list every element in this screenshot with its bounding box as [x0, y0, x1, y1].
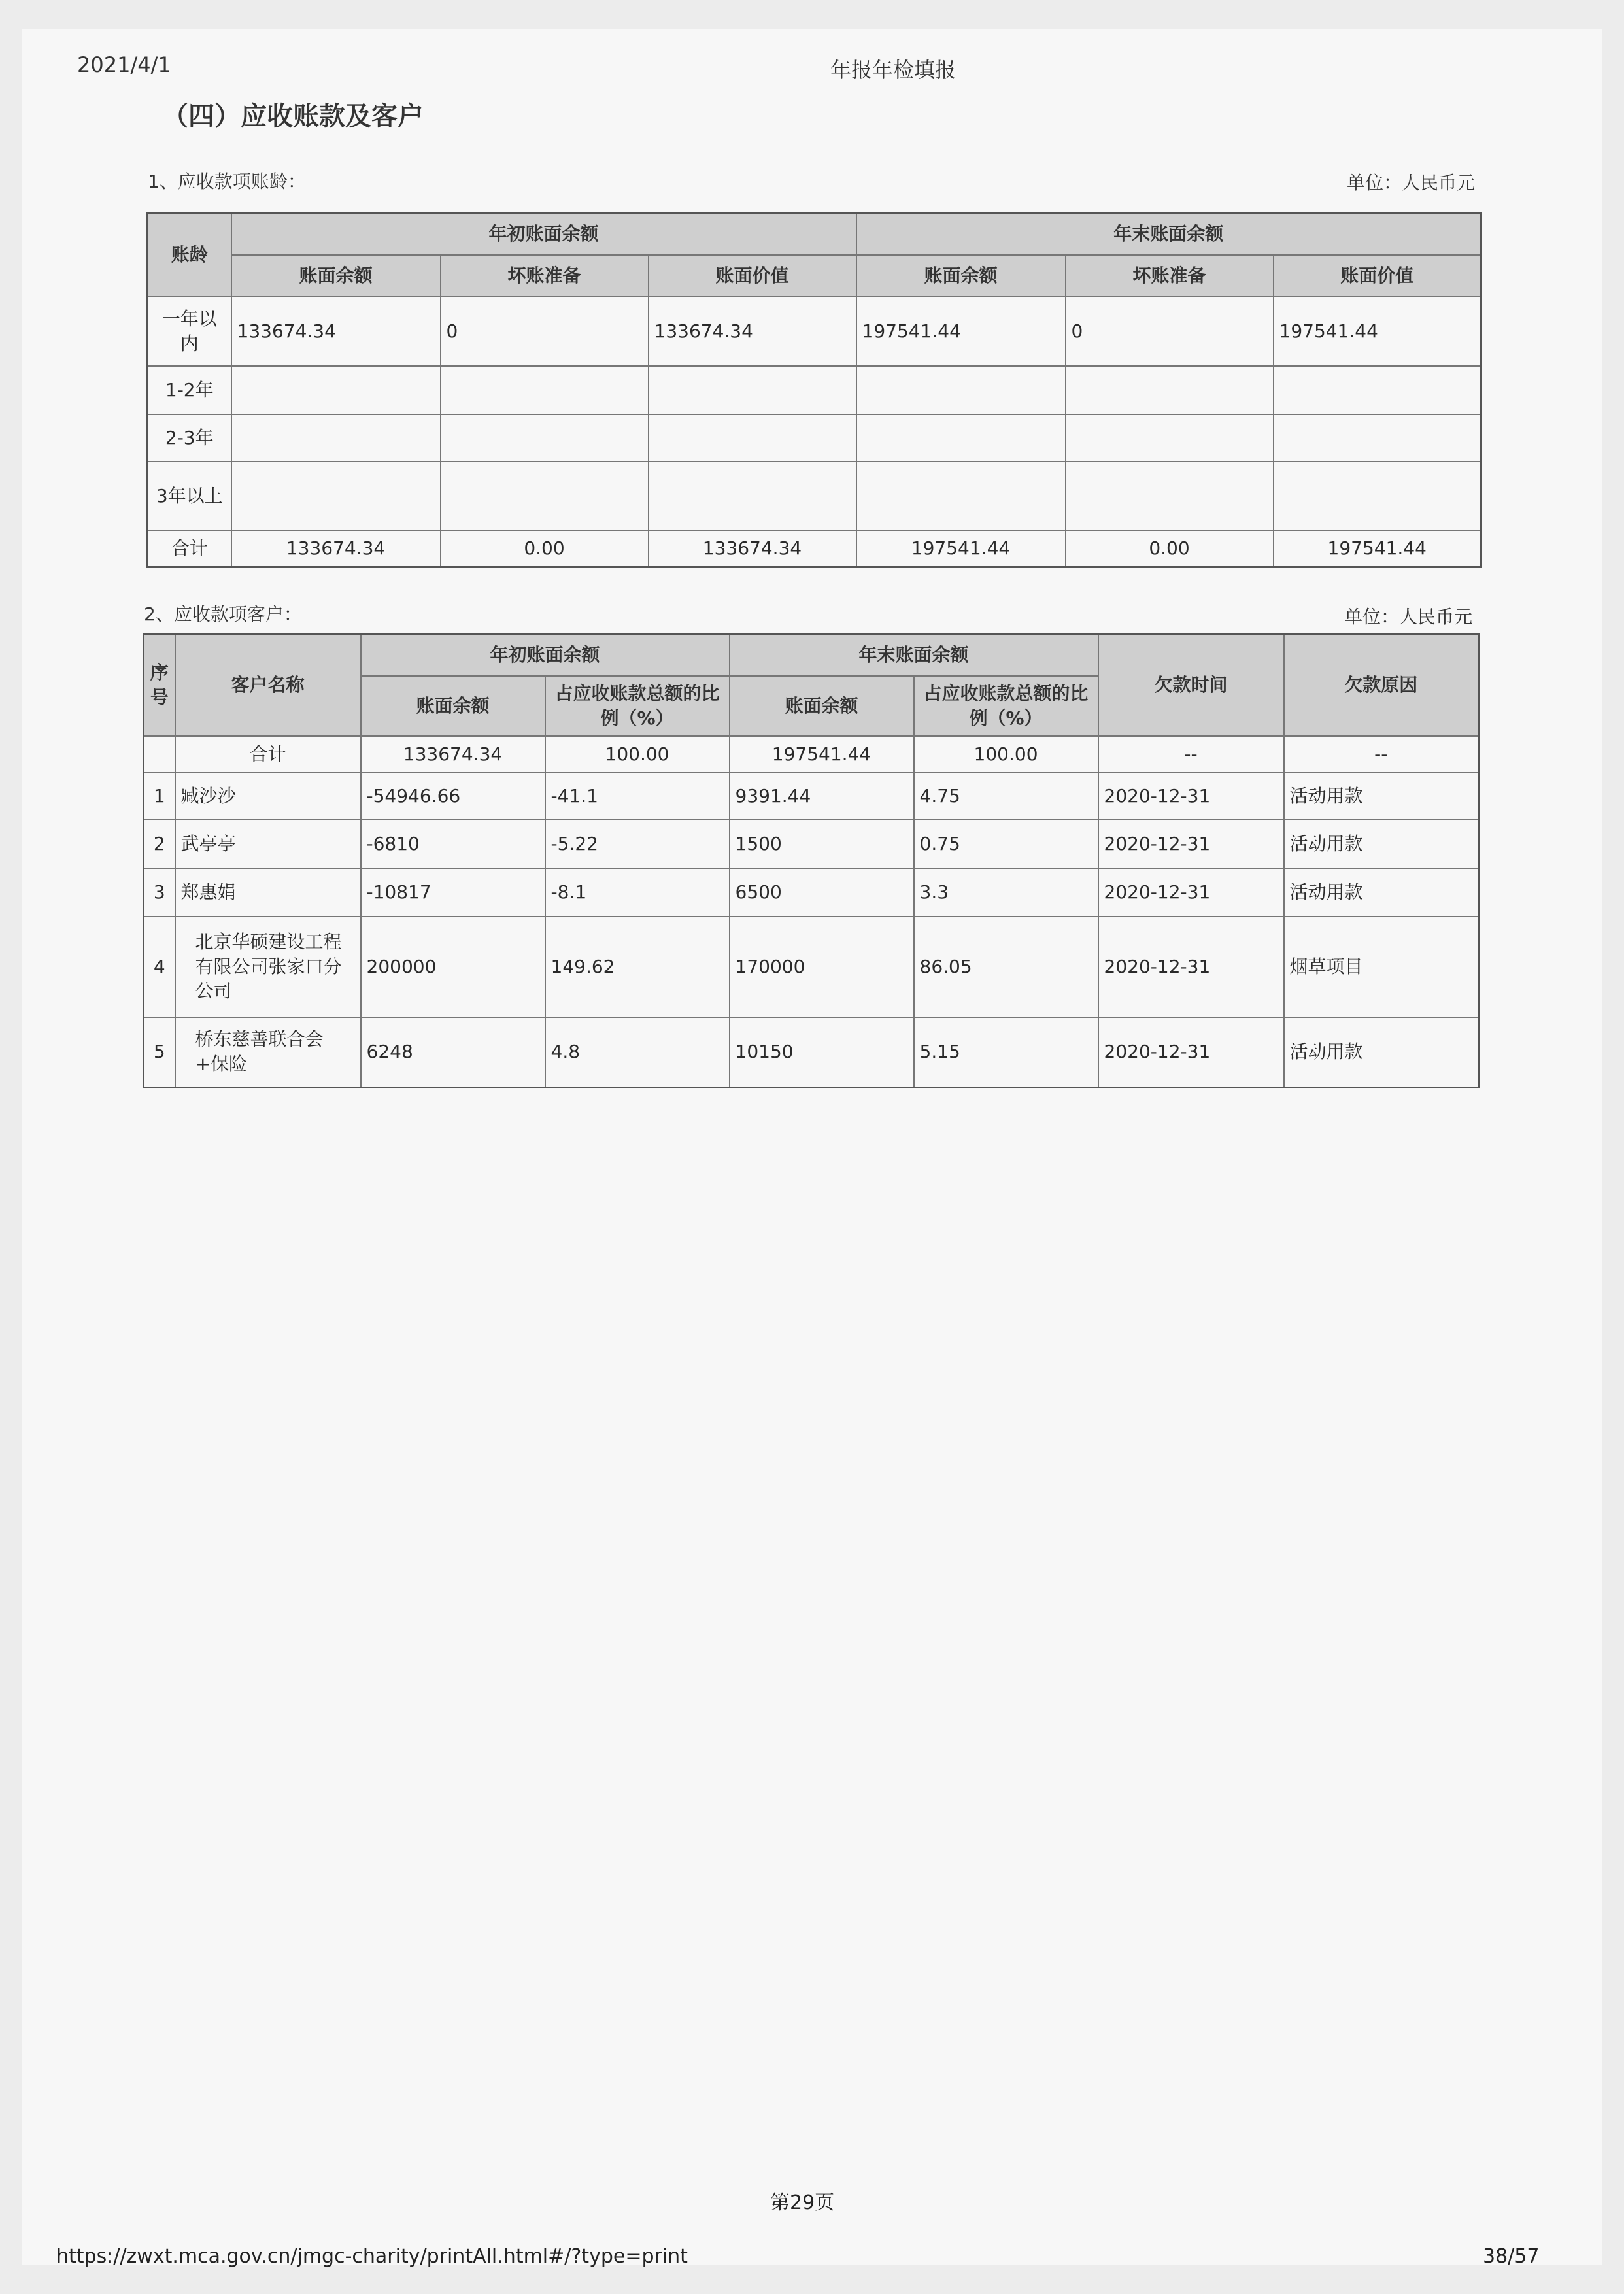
- customers-cell: 活动用款: [1284, 868, 1479, 917]
- customers-sub-ratio: 占应收账款总额的比例（%）: [914, 676, 1098, 736]
- customers-cell: 4.75: [914, 773, 1098, 820]
- aging-cell: [441, 414, 649, 462]
- customers-total-label: 合计: [175, 736, 361, 773]
- aging-sub-header: 坏账准备: [1066, 255, 1274, 297]
- aging-row-label: 2-3年: [148, 414, 231, 462]
- aging-cell: [856, 414, 1066, 462]
- customers-cell: 9391.44: [730, 773, 914, 820]
- aging-sub-header: 账面价值: [649, 255, 856, 297]
- aging-row-label: 一年以内: [148, 297, 231, 366]
- customers-cell: 4.8: [545, 1017, 730, 1088]
- aging-cell: [649, 462, 856, 531]
- aging-cell: [649, 366, 856, 414]
- customers-sub-ratio: 占应收账款总额的比例（%）: [545, 676, 730, 736]
- aging-col-age: 账龄: [148, 213, 231, 297]
- customers-cell: 3.3: [914, 868, 1098, 917]
- customers-caption: 2、应收款项客户：: [144, 603, 302, 625]
- aging-total-cell: 0.00: [441, 531, 649, 567]
- customers-total-row: [144, 736, 1479, 773]
- customers-cell: 2020-12-31: [1098, 917, 1284, 1017]
- customers-cell: -8.1: [545, 868, 730, 917]
- footer-url: https://zwxt.mca.gov.cn/jmgc-charity/printAll.html#/?type=print: [56, 2245, 688, 2268]
- aging-total-cell: 133674.34: [231, 531, 441, 567]
- aging-cell: [231, 366, 441, 414]
- aging-row: [148, 366, 1481, 414]
- aging-cell: [1274, 366, 1481, 414]
- customers-row: [144, 1017, 1479, 1088]
- aging-cell: [856, 366, 1066, 414]
- footer-page-count: 38/57: [1483, 2245, 1540, 2268]
- aging-cell: [1274, 462, 1481, 531]
- customers-row: [144, 917, 1479, 1017]
- aging-cell: 133674.34: [649, 297, 856, 366]
- aging-sub-header: 账面余额: [231, 255, 441, 297]
- customers-group-end: 年末账面余额: [730, 634, 1098, 676]
- aging-row-label: 3年以上: [148, 462, 231, 531]
- customers-total-cell: 100.00: [545, 736, 730, 773]
- aging-sub-header: 坏账准备: [441, 255, 649, 297]
- aging-cell: [1274, 414, 1481, 462]
- customers-cell: -5.22: [545, 820, 730, 868]
- aging-caption: 1、应收款项账龄：: [148, 171, 306, 192]
- customers-total-no: [144, 736, 175, 773]
- customers-total-cell: --: [1284, 736, 1479, 773]
- customers-cell: 2020-12-31: [1098, 1017, 1284, 1088]
- customers-cell: 170000: [730, 917, 914, 1017]
- customers-cell: -6810: [361, 820, 545, 868]
- customers-total-cell: --: [1098, 736, 1284, 773]
- customers-cell: -10817: [361, 868, 545, 917]
- customers-row-name: 臧沙沙: [175, 773, 361, 820]
- customers-col-reason: 欠款原因: [1284, 634, 1479, 736]
- customers-total-cell: 133674.34: [361, 736, 545, 773]
- aging-group-end: 年末账面余额: [856, 213, 1481, 255]
- customers-row-no: 1: [144, 773, 175, 820]
- customers-row-no: 5: [144, 1017, 175, 1088]
- customers-row: [144, 820, 1479, 868]
- section-title: （四）应收账款及客户: [162, 101, 424, 131]
- aging-cell: [441, 462, 649, 531]
- customers-cell: 2020-12-31: [1098, 820, 1284, 868]
- customers-total-cell: 197541.44: [730, 736, 914, 773]
- customers-cell: 5.15: [914, 1017, 1098, 1088]
- aging-row: [148, 297, 1481, 366]
- customers-col-time: 欠款时间: [1098, 634, 1284, 736]
- aging-sub-header: 账面余额: [856, 255, 1066, 297]
- customers-row: [144, 773, 1479, 820]
- customers-sub-balance: 账面余额: [730, 676, 914, 736]
- aging-table: [146, 212, 1482, 568]
- customers-cell: 10150: [730, 1017, 914, 1088]
- aging-cell: [231, 462, 441, 531]
- aging-group-begin: 年初账面余额: [231, 213, 856, 255]
- header-doc-title: 年报年检填报: [830, 58, 956, 82]
- customers-unit: 单位：人民币元: [1344, 606, 1473, 628]
- customers-cell: 0.75: [914, 820, 1098, 868]
- aging-total-row: [148, 531, 1481, 567]
- customers-cell: 活动用款: [1284, 820, 1479, 868]
- customers-col-name: 客户名称: [175, 634, 361, 736]
- customers-row-no: 2: [144, 820, 175, 868]
- aging-cell: 0: [1066, 297, 1274, 366]
- customers-cell: 2020-12-31: [1098, 868, 1284, 917]
- customers-cell: 200000: [361, 917, 545, 1017]
- customers-row-name: 武亭亭: [175, 820, 361, 868]
- customers-row-name: 郑惠娟: [175, 868, 361, 917]
- aging-row: [148, 462, 1481, 531]
- customers-sub-balance: 账面余额: [361, 676, 545, 736]
- customers-cell: 活动用款: [1284, 773, 1479, 820]
- customers-cell: 活动用款: [1284, 1017, 1479, 1088]
- aging-cell: [649, 414, 856, 462]
- aging-row-label: 1-2年: [148, 366, 231, 414]
- customers-cell: 2020-12-31: [1098, 773, 1284, 820]
- customers-cell: 烟草项目: [1284, 917, 1479, 1017]
- header-date: 2021/4/1: [77, 52, 171, 77]
- aging-total-label: 合计: [148, 531, 231, 567]
- aging-cell: 197541.44: [1274, 297, 1481, 366]
- customers-row-name: 北京华硕建设工程有限公司张家口分公司: [175, 917, 361, 1017]
- aging-cell: [1066, 462, 1274, 531]
- customers-row: [144, 868, 1479, 917]
- aging-cell: 133674.34: [231, 297, 441, 366]
- aging-sub-header: 账面价值: [1274, 255, 1481, 297]
- aging-cell: [231, 414, 441, 462]
- aging-row: [148, 414, 1481, 462]
- customers-cell: 1500: [730, 820, 914, 868]
- customers-table: [143, 633, 1480, 1088]
- aging-total-cell: 197541.44: [1274, 531, 1481, 567]
- customers-row-name: 桥东慈善联合会+保险: [175, 1017, 361, 1088]
- customers-total-cell: 100.00: [914, 736, 1098, 773]
- aging-cell: 0: [441, 297, 649, 366]
- customers-col-no: 序号: [144, 634, 175, 736]
- aging-cell: [1066, 414, 1274, 462]
- aging-cell: 197541.44: [856, 297, 1066, 366]
- customers-cell: 6248: [361, 1017, 545, 1088]
- customers-row-no: 3: [144, 868, 175, 917]
- aging-unit: 单位：人民币元: [1347, 172, 1476, 194]
- aging-total-cell: 197541.44: [856, 531, 1066, 567]
- customers-cell: 6500: [730, 868, 914, 917]
- aging-cell: [856, 462, 1066, 531]
- customers-cell: -41.1: [545, 773, 730, 820]
- aging-cell: [441, 366, 649, 414]
- page-number-label: 第29页: [770, 2191, 835, 2214]
- aging-total-cell: 133674.34: [649, 531, 856, 567]
- customers-cell: 86.05: [914, 917, 1098, 1017]
- customers-group-begin: 年初账面余额: [361, 634, 730, 676]
- aging-cell: [1066, 366, 1274, 414]
- aging-total-cell: 0.00: [1066, 531, 1274, 567]
- customers-cell: 149.62: [545, 917, 730, 1017]
- customers-cell: -54946.66: [361, 773, 545, 820]
- customers-row-no: 4: [144, 917, 175, 1017]
